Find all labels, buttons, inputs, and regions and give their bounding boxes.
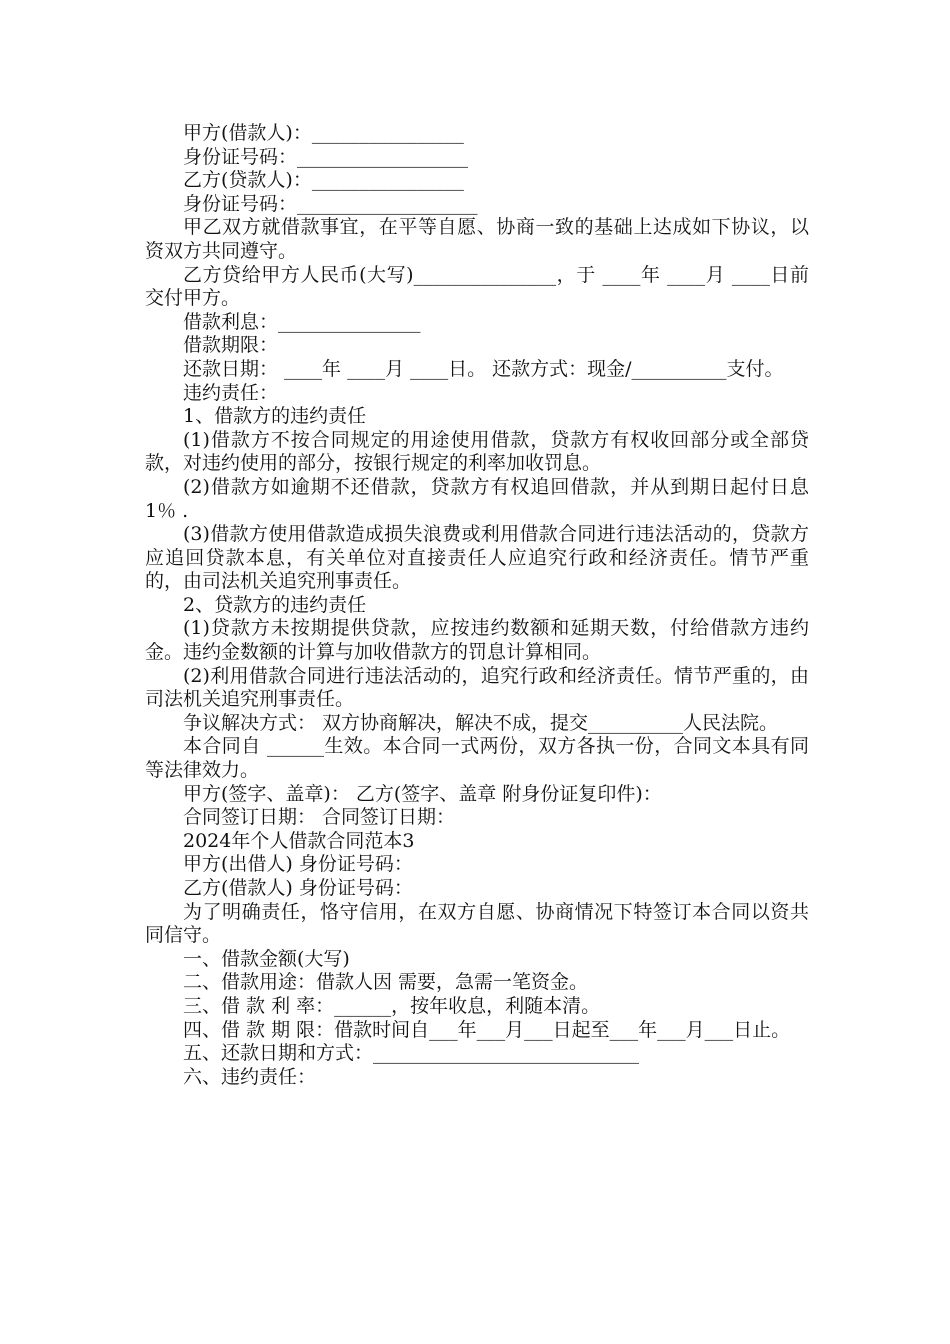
paragraph: 乙方(贷款人)：________________ xyxy=(183,169,464,192)
paragraph: 身份证号码：___________________ xyxy=(183,192,478,215)
paragraph: 为了明确责任，恪守信用，在双方自愿、协商情况下特签订本合同以资共同信守。 xyxy=(145,900,809,947)
paragraph: 争议解决方式： 双方协商解决，解决不成，提交__________人民法院。 xyxy=(183,711,779,734)
paragraph: 四、借 款 期 限：借款时间自___年___月___日起至___年___月___日止。 xyxy=(183,1018,791,1041)
paragraph: 五、还款日期和方式：____________________________ xyxy=(183,1042,640,1065)
paragraph: 违约责任： xyxy=(183,381,279,404)
paragraph: 乙方(借款人) 身份证号码： xyxy=(183,877,413,899)
contract-document xyxy=(145,122,809,1089)
paragraph: 1、借款方的违约责任 xyxy=(183,405,367,428)
paragraph: 本合同自 ______生效。本合同一式两份，双方各执一份，合同文本具有同等法律效力。 xyxy=(145,735,809,782)
paragraph: 合同签订日期： 合同签订日期： xyxy=(183,806,456,829)
paragraph: 2、贷款方的违约责任 xyxy=(183,593,367,616)
paragraph: 身份证号码：__________________ xyxy=(183,145,469,168)
paragraph: 借款利息：_______________ xyxy=(183,310,421,333)
paragraph: 六、违约责任： xyxy=(183,1065,317,1088)
paragraph: 三、借 款 利 率：______，按年收息，利随本清。 xyxy=(183,994,601,1017)
paragraph: (2)借款方如逾期不还借款，贷款方有权追回借款，并从到期日起付日息1％ . xyxy=(145,475,809,522)
paragraph: 甲方(签字、盖章)： 乙方(签字、盖章 附身份证复印件)： xyxy=(183,782,662,805)
paragraph: 借款期限： xyxy=(183,334,279,357)
paragraph: 甲乙双方就借款事宜，在平等自愿、协商一致的基础上达成如下协议，以资双方共同遵守。 xyxy=(145,216,809,262)
paragraph: 还款日期： ____年 ____月 ____日。 还款方式：现金/__________支付。 xyxy=(183,357,784,380)
paragraph: (3)借款方使用借款造成损失浪费或利用借款合同进行违法活动的，贷款方应追回贷款本息，有关单位对直接责任人应追究行政和经济责任。情节严重的，由司法机关追究刑事责任。 xyxy=(145,523,809,593)
paragraph: 二、借款用途：借款人因 需要，急需一笔资金。 xyxy=(183,971,589,994)
paragraph: 乙方贷给甲方人民币(大写)_______________，于 ____年 ____月 ____日前交付甲方。 xyxy=(145,263,809,310)
paragraph: (1)借款方不按合同规定的用途使用借款，贷款方有权收回部分或全部贷款，对违约使用的部分，按银行规定的利率加收罚息。 xyxy=(145,428,809,475)
paragraph: 一、借款金额(大写) xyxy=(183,947,350,970)
paragraph: 甲方(借款人)：________________ xyxy=(183,122,464,144)
paragraph: 2024年个人借款合同范本3 xyxy=(183,829,415,852)
paragraph: (1)贷款方未按期提供贷款，应按违约数额和延期天数，付给借款方违约金。违约金数额的计算与加收借款方的罚息计算相同。 xyxy=(145,617,809,664)
paragraph: 甲方(出借人) 身份证号码： xyxy=(183,853,413,876)
paragraph: (2)利用借款合同进行违法活动的，追究行政和经济责任。情节严重的，由司法机关追究刑事责任。 xyxy=(145,664,809,711)
